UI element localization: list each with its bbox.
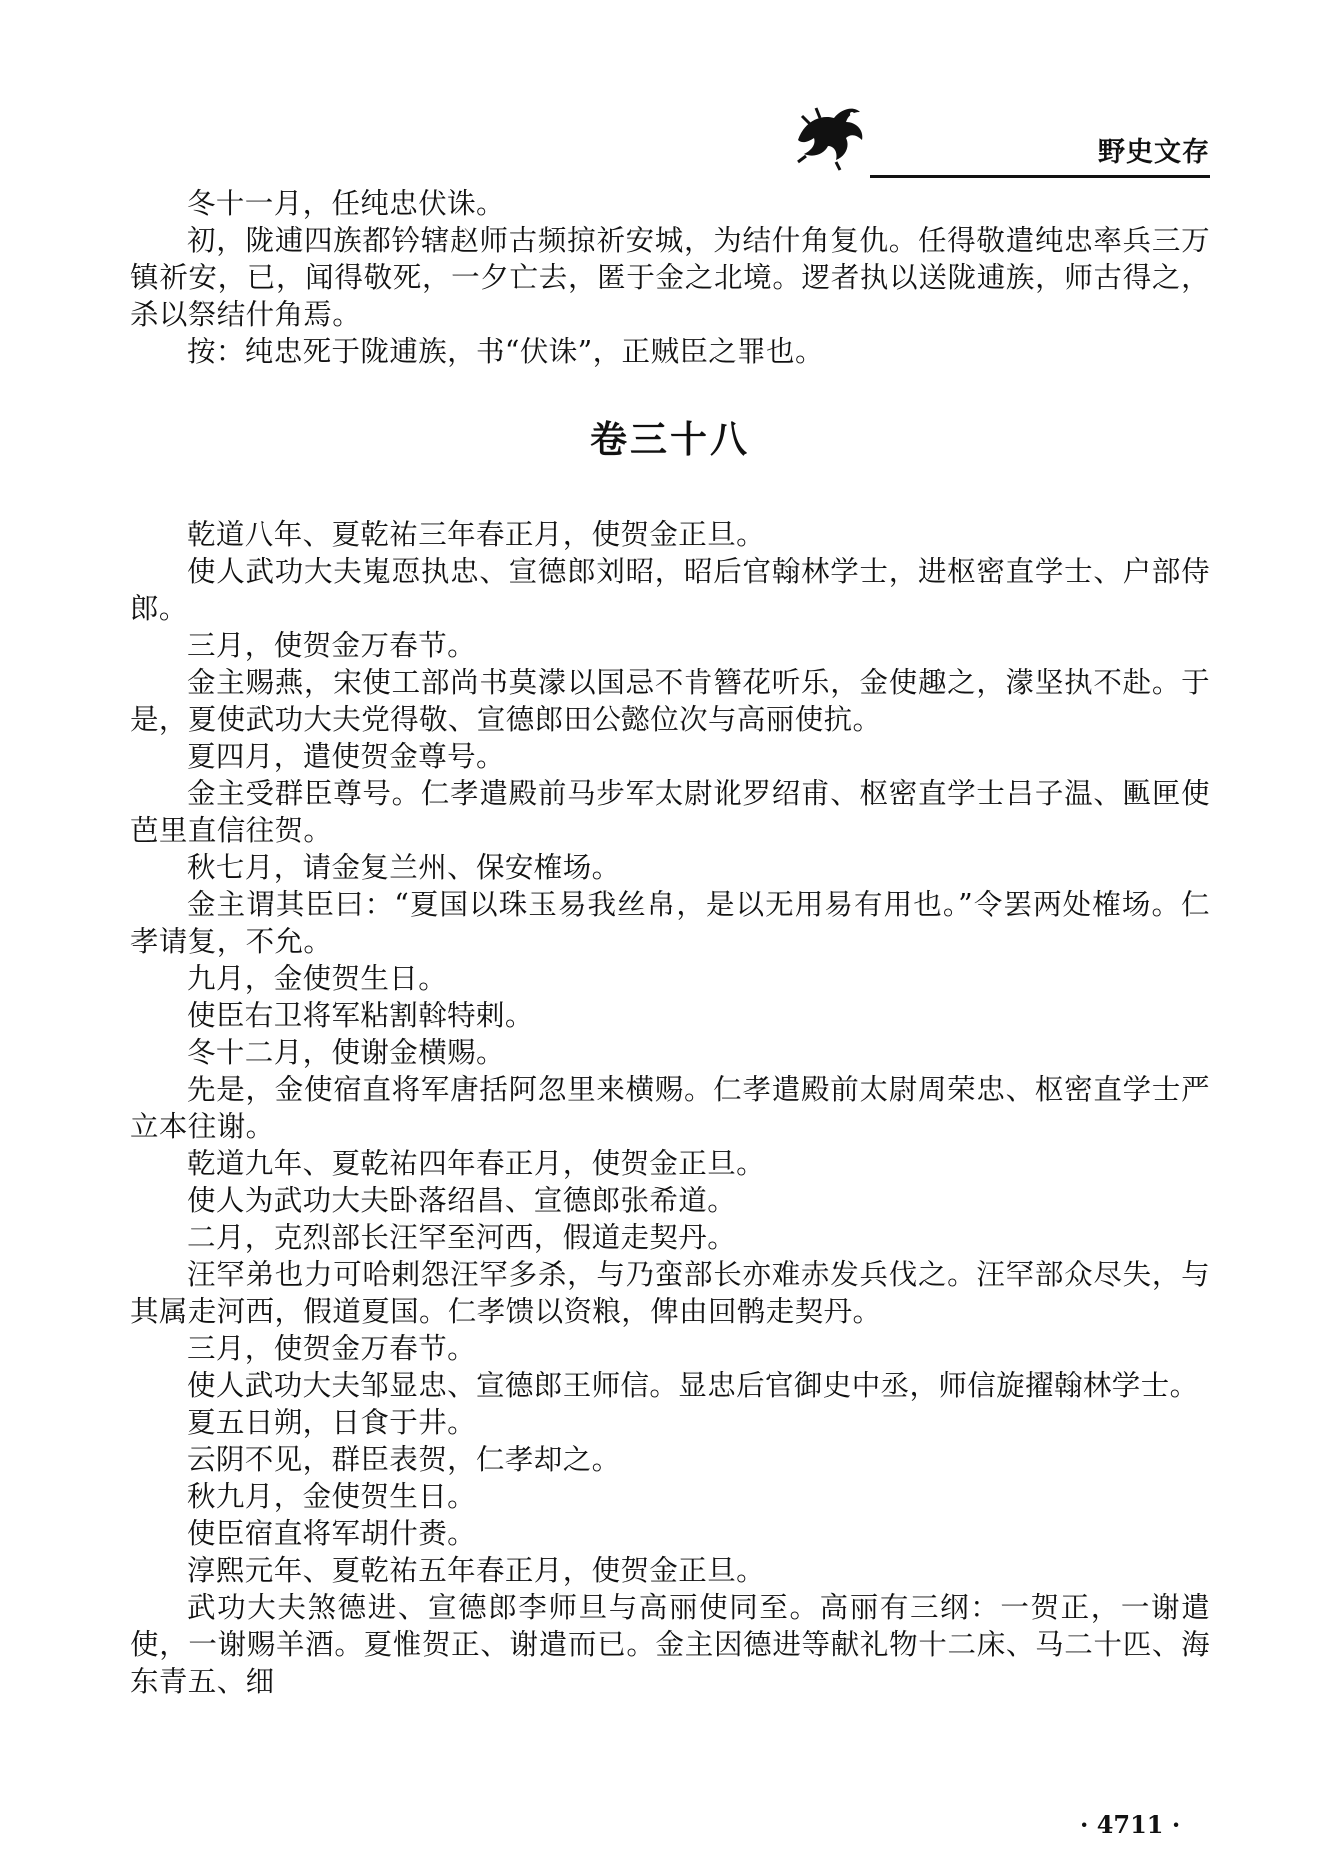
paragraph: 秋九月，金使贺生日。 <box>187 1480 477 1513</box>
paragraph: 初，陇逋四族都钤辖赵师古频掠祈安城，为结什角复仇。任得敬遣纯忠率兵三万镇祈安，已，闻得敬死，一夕亡去，匿于金之北境。逻者执以送陇逋族，师古得之，杀以祭结什角焉。 <box>130 224 1210 331</box>
paragraph: 夏五日朔，日食于井。 <box>187 1406 477 1439</box>
paragraph: 云阴不见，群臣表贺，仁孝却之。 <box>187 1443 621 1476</box>
paragraph: 金主赐燕，宋使工部尚书莫濛以国忌不肯簪花听乐，金使趣之，濛坚执不赴。于是，夏使武功大夫党得敬、宣德郎田公懿位次与高丽使抗。 <box>130 666 1210 736</box>
chapter-body <box>130 516 1210 1700</box>
paragraph: 九月，金使贺生日。 <box>187 962 448 995</box>
page-number: · 4711 · <box>1080 1810 1181 1839</box>
paragraph: 三月，使贺金万春节。 <box>187 1332 477 1365</box>
paragraph: 秋七月，请金复兰州、保安榷场。 <box>187 851 621 884</box>
paragraph: 按：纯忠死于陇逋族，书“伏诛”，正贼臣之罪也。 <box>187 335 824 368</box>
paragraph: 汪罕弟也力可哈剌怨汪罕多杀，与乃蛮部长亦难赤发兵伐之。汪罕部众尽失，与其属走河西，假道夏国。仁孝馈以资粮，俾由回鹘走契丹。 <box>130 1258 1210 1328</box>
paragraph: 武功大夫煞德进、宣德郎李师旦与高丽使同至。高丽有三纲：一贺正，一谢遣使，一谢赐羊酒。夏惟贺正、谢遣而已。金主因德进等献礼物十二床、马二十匹、海东青五、细 <box>130 1591 1210 1698</box>
paragraph: 先是，金使宿直将军唐括阿忽里来横赐。仁孝遣殿前太尉周荣忠、枢密直学士严立本往谢。 <box>130 1073 1210 1143</box>
paragraph: 冬十二月，使谢金横赐。 <box>187 1036 505 1069</box>
paragraph: 乾道八年、夏乾祐三年春正月，使贺金正旦。 <box>187 518 766 551</box>
paragraph: 夏四月，遣使贺金尊号。 <box>187 740 505 773</box>
page-header <box>790 100 1210 180</box>
paragraph: 三月，使贺金万春节。 <box>187 629 477 662</box>
paragraph: 使人为武功大夫卧落绍昌、宣德郎张希道。 <box>187 1184 737 1217</box>
paragraph: 使臣右卫将军粘割斡特剌。 <box>187 999 534 1032</box>
paragraph: 使人武功大夫嵬恧执忠、宣德郎刘昭，昭后官翰林学士，进枢密直学士、户部侍郎。 <box>130 555 1210 625</box>
paragraph: 冬十一月，任纯忠伏诛。 <box>187 187 505 220</box>
paragraph: 使臣宿直将军胡什赉。 <box>187 1517 477 1550</box>
page-body <box>130 185 1210 1700</box>
dragon-icon <box>790 100 870 172</box>
paragraph: 淳熙元年、夏乾祐五年春正月，使贺金正旦。 <box>187 1554 766 1587</box>
header-rule <box>870 175 1210 178</box>
header-title: 野史文存 <box>1098 137 1210 168</box>
paragraph: 二月，克烈部长汪罕至河西，假道走契丹。 <box>187 1221 737 1254</box>
paragraph: 乾道九年、夏乾祐四年春正月，使贺金正旦。 <box>187 1147 766 1180</box>
paragraph: 金主受群臣尊号。仁孝遣殿前马步军太尉讹罗绍甫、枢密直学士吕子温、匭匣使芭里直信往贺。 <box>130 777 1210 847</box>
paragraph: 使人武功大夫邹显忠、宣德郎王师信。显忠后官御史中丞，师信旋擢翰林学士。 <box>187 1369 1199 1402</box>
chapter-title: 卷三十八 <box>590 418 750 461</box>
paragraph: 金主谓其臣曰：“夏国以珠玉易我丝帛，是以无用易有用也。”令罢两处榷场。仁孝请复，不允。 <box>130 888 1210 958</box>
